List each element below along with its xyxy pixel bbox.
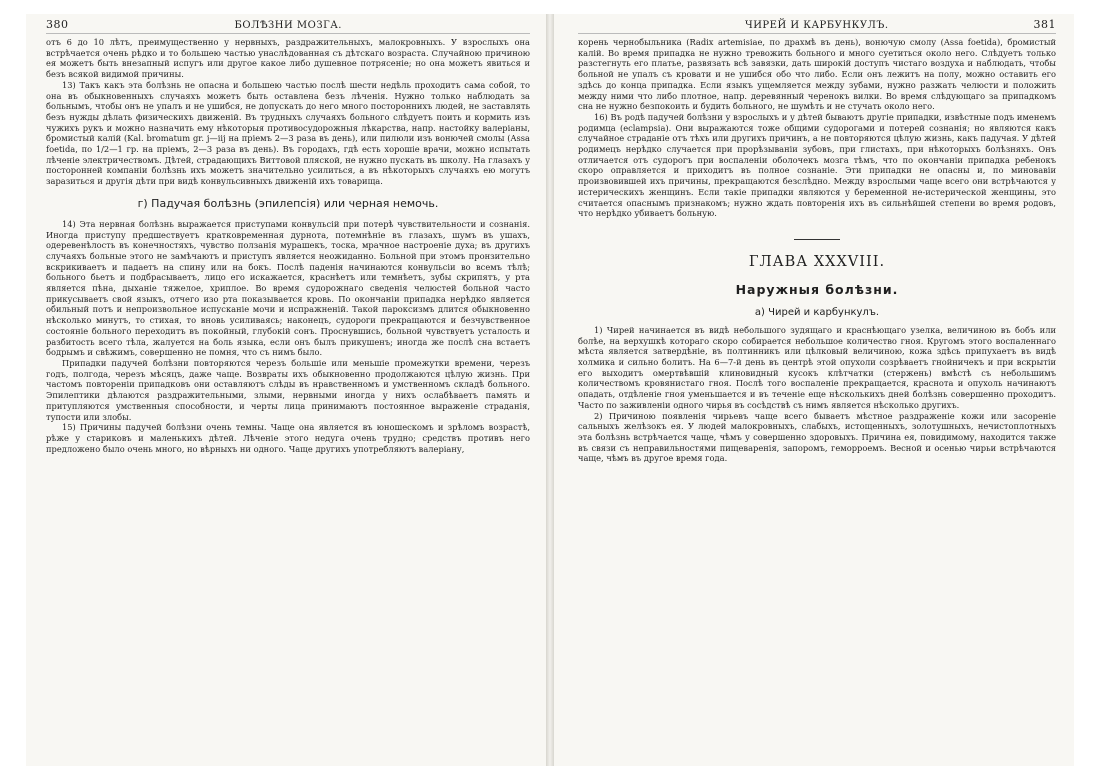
paragraph-1: 1) Чирей начинается въ видѣ небольшого зудящаго и краснѣющаго узелка, величиною въ бобъ или болѣе, на верхушкѣ котораго скоро собирается небольшое количество гноя. Кругомъ этого воспаленнаго мѣста является затвердѣніе, въ полтинникъ или цѣлковый величиною, кожа здѣсь припухаетъ въ видѣ холмика и сильно болитъ. На 6—7-й день въ центрѣ этой опухоли созрѣваетъ гнойничекъ и при вскрытіи его выходитъ омертвѣвшій клиновидный кусокъ клѣтчатки (стержень) вмѣстѣ съ небольшимъ количествомъ кровянистаго гноя. Послѣ того воспаленіе прекращается, краснота и опухоль начинаютъ опадать, отдѣленіе гноя уменьшается и въ теченіе еще нѣсколькихъ дней болѣзнь совершенно проходитъ. Часто по заживленіи одного чирья въ сосѣдствѣ съ нимъ является нѣсколько другихъ. bbox=[578, 324, 1056, 410]
right-page bbox=[554, 14, 1074, 766]
book-spread bbox=[26, 14, 1074, 766]
section-title-epilepsy: г) Падучая болѣзнь (эпилепсія) или черная немочь. bbox=[137, 196, 439, 210]
chapter-title: Наружныя болѣзни. bbox=[735, 281, 899, 297]
subsection-title: а) Чирей и карбункулъ. bbox=[754, 306, 880, 318]
left-continuation-paragraph: отъ 6 до 10 лѣтъ, преимущественно у нервныхъ, раздражительныхъ, малокровныхъ. У взрослыхъ она встрѣчается очень рѣдко и то большею частью унаслѣдованная съ дѣтскаго возраста. Случайною причиною ея можетъ быть внезапный испугъ или другое какое либо душевное потрясеніе; но она можетъ явиться и безъ всякой видимой причины. bbox=[46, 37, 530, 80]
right-running-head bbox=[578, 18, 1056, 34]
paragraph-14: 14) Эта нервная болѣзнь выражается приступами конвульсій при потерѣ чувствительности и сознанія. Иногда приступу предшествуетъ кратковременная дурнота, потемнѣніе въ глазахъ, шумъ въ ушахъ, одеревенѣлость въ конечностяхъ, чувство ползанія мурашекъ, тоска, мрачное настроеніе духа; въ другихъ случаяхъ больные этого не замѣчаютъ и приступъ является неожиданно. Больной при этомъ пронзительно вскрикиваетъ и падаетъ на спину или на бокъ. Послѣ паденія начинаются конвульсіи во всемъ тѣлѣ; больного бьетъ и подбрасываетъ, лицо его искажается, краснѣетъ или темнѣетъ, зубы скрипятъ, у рта является пѣна, дыханіе тяжелое, хриплое. Во время судорожнаго сведенія челюстей больной часто прикусываетъ свой языкъ, отчего изо рта показывается кровь. По окончаніи припадка нерѣдко является обильный потъ и непроизвольное испусканіе мочи и испражненій. Такой пароксизмъ длится обыкновенно нѣсколько минутъ, то стихая, то вновь усиливаясь; наконецъ, судороги прекращаются и безчувственное состояніе больного переходитъ въ покойный, глубокій сонъ. Проснувшись, больной чувствуетъ усталость и разбитость всего тѣла, жалуется на боль языка, если онъ былъ прикушенъ; иногда же послѣ сна встаетъ бодрымъ и свѣжимъ, совершенно не помня, что съ нимъ было. bbox=[46, 218, 530, 358]
paragraph-2: 2) Причиною появленія чирьевъ чаще всего бываетъ мѣстное раздраженіе кожи или засореніе сальныхъ желѣзокъ ея. У людей малокровныхъ, слабыхъ, истощенныхъ, золотушныхъ, нечистоплотныхъ эта болѣзнь встрѣчается чаще, чѣмъ у совершенно здоровыхъ. Причина ея, повидимому, находится также въ связи съ неправильностями пищеваренія, запоромъ, геморроемъ. Весной и осенью чирьи встрѣчаются чаще, чѣмъ въ другое время года. bbox=[578, 410, 1056, 464]
paragraph-16: 16) Въ родѣ падучей болѣзни у взрослыхъ и у дѣтей бываютъ другіе припадки, извѣстные подъ именемъ родимца (eclampsia). Они выражаются тоже общими судорогами и потерей сознанія; но являются какъ случайное страданіе отъ тѣхъ или другихъ причинъ, а не повторяются цѣлую жизнь, какъ падучая. У дѣтей родимецъ нерѣдко случается при прорѣзываніи зубовъ, при глистахъ, при нѣкоторыхъ болѣзняхъ. Онъ отличается отъ судорогъ при воспаленіи оболочекъ мозга тѣмъ, что по окончаніи припадка ребенокъ скоро оправляется и приходитъ въ полное сознаніе. Эти припадки не опасны и, по миновавіи произвовившей ихъ причины, прекращаются безслѣдно. Между взрослыми чаще всего они встрѣчаются у истерическихъ женщинъ. Если такіе припадки являются у беременной не-истерической женщины, это считается опаснымъ признакомъ; нужно ждать повторенія ихъ въ сильнѣйшей степени во время родовъ, что нерѣдко убиваетъ больную. bbox=[578, 111, 1056, 219]
left-running-title: БОЛѢЗНИ МОЗГА. bbox=[234, 20, 342, 31]
left-page bbox=[26, 14, 546, 766]
book-gutter bbox=[546, 14, 554, 766]
right-continuation-paragraph: корень чернобыльника (Radix artemisiae, по драхмѣ въ день), вонючую смолу (Assa foetida), бромистый калій. Во время припадка не нужно тревожить больного и много суетиться около него. Слѣдуетъ только разстегнуть его платье, развязать всѣ завязки, дать широкій доступъ чистаго воздуха и наблюдать, чтобы больной не упалъ съ кровати и не ушибся обо что либо. Если онъ лежитъ на полу, можно оставить его здѣсь до конца припадка. Если языкъ ущемляется между зубами, нужно разжать челюсти и положить между ними что либо плотное, напр. деревянный черенокъ вилки. Во время слѣдующаго за припадкомъ сна не нужно безпокоить и будить больного, не шумѣть и не стучать около него. bbox=[578, 37, 1056, 112]
left-running-head bbox=[46, 18, 530, 34]
paragraph-13: 13) Такъ какъ эта болѣзнь не опасна и большею частью послѣ шести недѣль проходитъ сама собой, то она въ обыкновенныхъ случаяхъ можетъ быть оставлена безъ лѣченія. Нужно только наблюдать за больнымъ, чтобы онъ не упалъ и не ушибся, не допускать до него много постороннихъ людей, не заставлять безъ нужды дѣлать физическихъ движеній. Въ трудныхъ случаяхъ больного слѣдуетъ поить и кормить изъ чужихъ рукъ и можно назначить ему нѣкоторыя противосудорожныя лѣкарства, напр. настойку валеріаны, бромистый калій (Kal. bromatum gr. j—iij на пріемъ 2—3 раза въ день), или пилюли изъ вонючей смолы (Assa foetida, по 1/2—1 гр. на пріемъ, 2—3 раза въ день). Въ городахъ, гдѣ есть хорошіе врачи, можно испытать лѣченіе электричествомъ. Дѣтей, страдающихъ Виттовой пляской, не нужно пускать въ школу. На глазахъ у посторонней компаніи болѣзнь ихъ можетъ значительно усилиться, а въ нѣкоторыхъ случаяхъ ею могутъ заразиться и другія дѣти при видѣ конвульсивныхъ движеній ихъ товарища. bbox=[46, 79, 530, 187]
section-divider bbox=[794, 239, 840, 240]
right-page-number: 381 bbox=[1033, 18, 1056, 31]
chapter-heading: ГЛАВА XXXVIII. bbox=[748, 253, 886, 270]
paragraph-15: 15) Причины падучей болѣзни очень темны. Чаще она является въ юношескомъ и зрѣломъ возрастѣ, рѣже у стариковъ и маленькихъ дѣтей. Лѣченіе этого недуга очень трудно; средствъ противъ него предложено было очень много, но вѣрныхъ ни одного. Чаще другихъ употребляютъ валеріану, bbox=[46, 422, 530, 454]
right-running-title: ЧИРЕЙ И КАРБУНКУЛЪ. bbox=[744, 20, 889, 31]
left-page-number: 380 bbox=[46, 18, 69, 31]
paragraph-14b: Припадки падучей болѣзни повторяются черезъ большіе или меньшіе промежутки времени, черезъ годъ, полгода, черезъ мѣсяцъ, даже чаще. Возвраты ихъ обыкновенно продолжаются цѣлую жизнь. При частомъ повтореніи припадковъ они оставляютъ слѣды въ нравственномъ и умственномъ складѣ больного. Эпилептики дѣлаются раздражительными, злыми, нервными иногда у нихъ ослабѣваетъ память и притупляются умственныя способности, и черты лица принимаютъ постоянное выраженіе страданія, тупости или злобы. bbox=[46, 357, 530, 422]
